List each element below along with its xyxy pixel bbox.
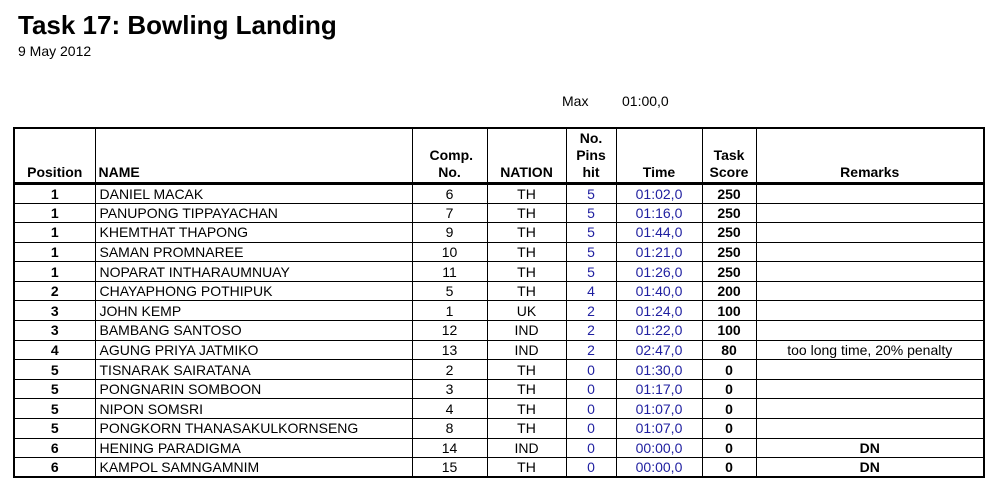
cell-remarks [756,379,984,399]
table-row [14,438,984,458]
cell-pins-hit: 5 [566,203,616,223]
table-row [14,419,984,439]
cell-nation: TH [487,203,566,223]
cell-remarks: DN [756,438,984,458]
cell-remarks [756,281,984,301]
page-title: Task 17: Bowling Landing [18,10,337,40]
cell-comp-no: 3 [412,379,487,399]
cell-pins-hit: 5 [566,223,616,243]
cell-comp-no: 10 [412,242,487,262]
cell-position: 3 [14,301,95,321]
cell-comp-no: 1 [412,301,487,321]
table-row [14,183,984,203]
cell-task-score: 250 [702,262,756,282]
table-row [14,262,984,282]
cell-remarks [756,321,984,341]
table-row [14,321,984,341]
cell-nation: TH [487,419,566,439]
cell-position: 5 [14,379,95,399]
cell-comp-no: 4 [412,399,487,419]
cell-time: 01:30,0 [616,360,702,380]
cell-remarks [756,223,984,243]
table-row [14,242,984,262]
cell-name: SAMAN PROMNAREE [95,242,412,262]
cell-position: 6 [14,438,95,458]
cell-comp-no: 6 [412,183,487,203]
task-date: 9 May 2012 [18,43,92,59]
table-row [14,281,984,301]
cell-nation: IND [487,340,566,360]
cell-nation: IND [487,321,566,341]
cell-position: 1 [14,223,95,243]
cell-name: KHEMTHAT THAPONG [95,223,412,243]
col-header-position: Position [14,128,95,183]
cell-name: KAMPOL SAMNGAMNIM [95,458,412,478]
cell-time: 02:47,0 [616,340,702,360]
cell-nation: TH [487,458,566,478]
cell-time: 01:24,0 [616,301,702,321]
cell-position: 5 [14,360,95,380]
table-row [14,223,984,243]
cell-name: HENING PARADIGMA [95,438,412,458]
cell-position: 1 [14,262,95,282]
table-row [14,379,984,399]
cell-position: 3 [14,321,95,341]
cell-name: NIPON SOMSRI [95,399,412,419]
cell-pins-hit: 5 [566,242,616,262]
cell-pins-hit: 2 [566,301,616,321]
cell-pins-hit: 4 [566,281,616,301]
cell-pins-hit: 0 [566,399,616,419]
cell-position: 5 [14,419,95,439]
cell-task-score: 100 [702,301,756,321]
cell-time: 01:16,0 [616,203,702,223]
cell-nation: TH [487,399,566,419]
table-row [14,203,984,223]
cell-task-score: 0 [702,458,756,478]
max-time-label: Max [562,93,589,109]
table-row [14,360,984,380]
cell-time: 01:02,0 [616,183,702,203]
cell-pins-hit: 0 [566,419,616,439]
cell-position: 4 [14,340,95,360]
cell-comp-no: 15 [412,458,487,478]
cell-remarks [756,262,984,282]
cell-task-score: 250 [702,203,756,223]
results-table [13,127,985,478]
cell-remarks [756,360,984,380]
cell-task-score: 0 [702,399,756,419]
cell-comp-no: 11 [412,262,487,282]
cell-remarks [756,399,984,419]
col-header-score [702,128,756,183]
cell-task-score: 100 [702,321,756,341]
cell-comp-no: 7 [412,203,487,223]
table-header-row [14,128,984,183]
cell-name: PONGKORN THANASAKULKORNSENG [95,419,412,439]
cell-time: 01:07,0 [616,419,702,439]
cell-time: 00:00,0 [616,458,702,478]
cell-remarks [756,203,984,223]
cell-pins-hit: 0 [566,438,616,458]
cell-pins-hit: 0 [566,379,616,399]
cell-comp-no: 5 [412,281,487,301]
col-header-name: NAME [95,128,412,183]
col-header-comp-no-text: Comp. No. [429,146,474,180]
col-header-pins-text: No. Pins hit [576,129,606,180]
table-row [14,458,984,478]
cell-position: 1 [14,183,95,203]
cell-comp-no: 13 [412,340,487,360]
cell-comp-no: 8 [412,419,487,439]
cell-nation: TH [487,262,566,282]
cell-nation: TH [487,223,566,243]
cell-task-score: 0 [702,438,756,458]
cell-task-score: 250 [702,183,756,203]
cell-task-score: 0 [702,360,756,380]
cell-position: 1 [14,203,95,223]
cell-time: 00:00,0 [616,438,702,458]
cell-task-score: 80 [702,340,756,360]
cell-nation: TH [487,379,566,399]
cell-name: CHAYAPHONG POTHIPUK [95,281,412,301]
cell-comp-no: 14 [412,438,487,458]
cell-pins-hit: 2 [566,321,616,341]
cell-pins-hit: 5 [566,262,616,282]
col-header-score-text: Task Score [709,146,749,180]
cell-name: DANIEL MACAK [95,183,412,203]
cell-pins-hit: 5 [566,183,616,203]
max-time-value: 01:00,0 [622,93,669,109]
cell-position: 6 [14,458,95,478]
cell-remarks [756,419,984,439]
col-header-time: Time [616,128,702,183]
cell-comp-no: 9 [412,223,487,243]
cell-pins-hit: 0 [566,458,616,478]
cell-name: BAMBANG SANTOSO [95,321,412,341]
cell-name: JOHN KEMP [95,301,412,321]
cell-time: 01:17,0 [616,379,702,399]
cell-nation: UK [487,301,566,321]
table-row [14,340,984,360]
cell-pins-hit: 0 [566,360,616,380]
cell-time: 01:07,0 [616,399,702,419]
cell-comp-no: 2 [412,360,487,380]
cell-name: TISNARAK SAIRATANA [95,360,412,380]
cell-task-score: 250 [702,223,756,243]
cell-position: 2 [14,281,95,301]
col-header-comp-no [412,128,487,183]
table-row [14,399,984,419]
cell-remarks: DN [756,458,984,478]
cell-position: 1 [14,242,95,262]
cell-name: NOPARAT INTHARAUMNUAY [95,262,412,282]
results-body [14,183,984,477]
cell-nation: TH [487,242,566,262]
cell-remarks: too long time, 20% penalty [756,340,984,360]
cell-task-score: 200 [702,281,756,301]
cell-time: 01:22,0 [616,321,702,341]
cell-nation: TH [487,183,566,203]
cell-comp-no: 12 [412,321,487,341]
cell-name: PANUPONG TIPPAYACHAN [95,203,412,223]
cell-position: 5 [14,399,95,419]
cell-task-score: 0 [702,379,756,399]
cell-time: 01:40,0 [616,281,702,301]
cell-time: 01:21,0 [616,242,702,262]
cell-name: PONGNARIN SOMBOON [95,379,412,399]
cell-remarks [756,183,984,203]
cell-task-score: 250 [702,242,756,262]
cell-time: 01:44,0 [616,223,702,243]
cell-time: 01:26,0 [616,262,702,282]
cell-remarks [756,242,984,262]
cell-name: AGUNG PRIYA JATMIKO [95,340,412,360]
col-header-nation: NATION [487,128,566,183]
cell-pins-hit: 2 [566,340,616,360]
cell-remarks [756,301,984,321]
cell-nation: TH [487,281,566,301]
cell-nation: TH [487,360,566,380]
col-header-pins [566,128,616,183]
col-header-remarks: Remarks [756,128,984,183]
table-row [14,301,984,321]
cell-task-score: 0 [702,419,756,439]
cell-nation: IND [487,438,566,458]
